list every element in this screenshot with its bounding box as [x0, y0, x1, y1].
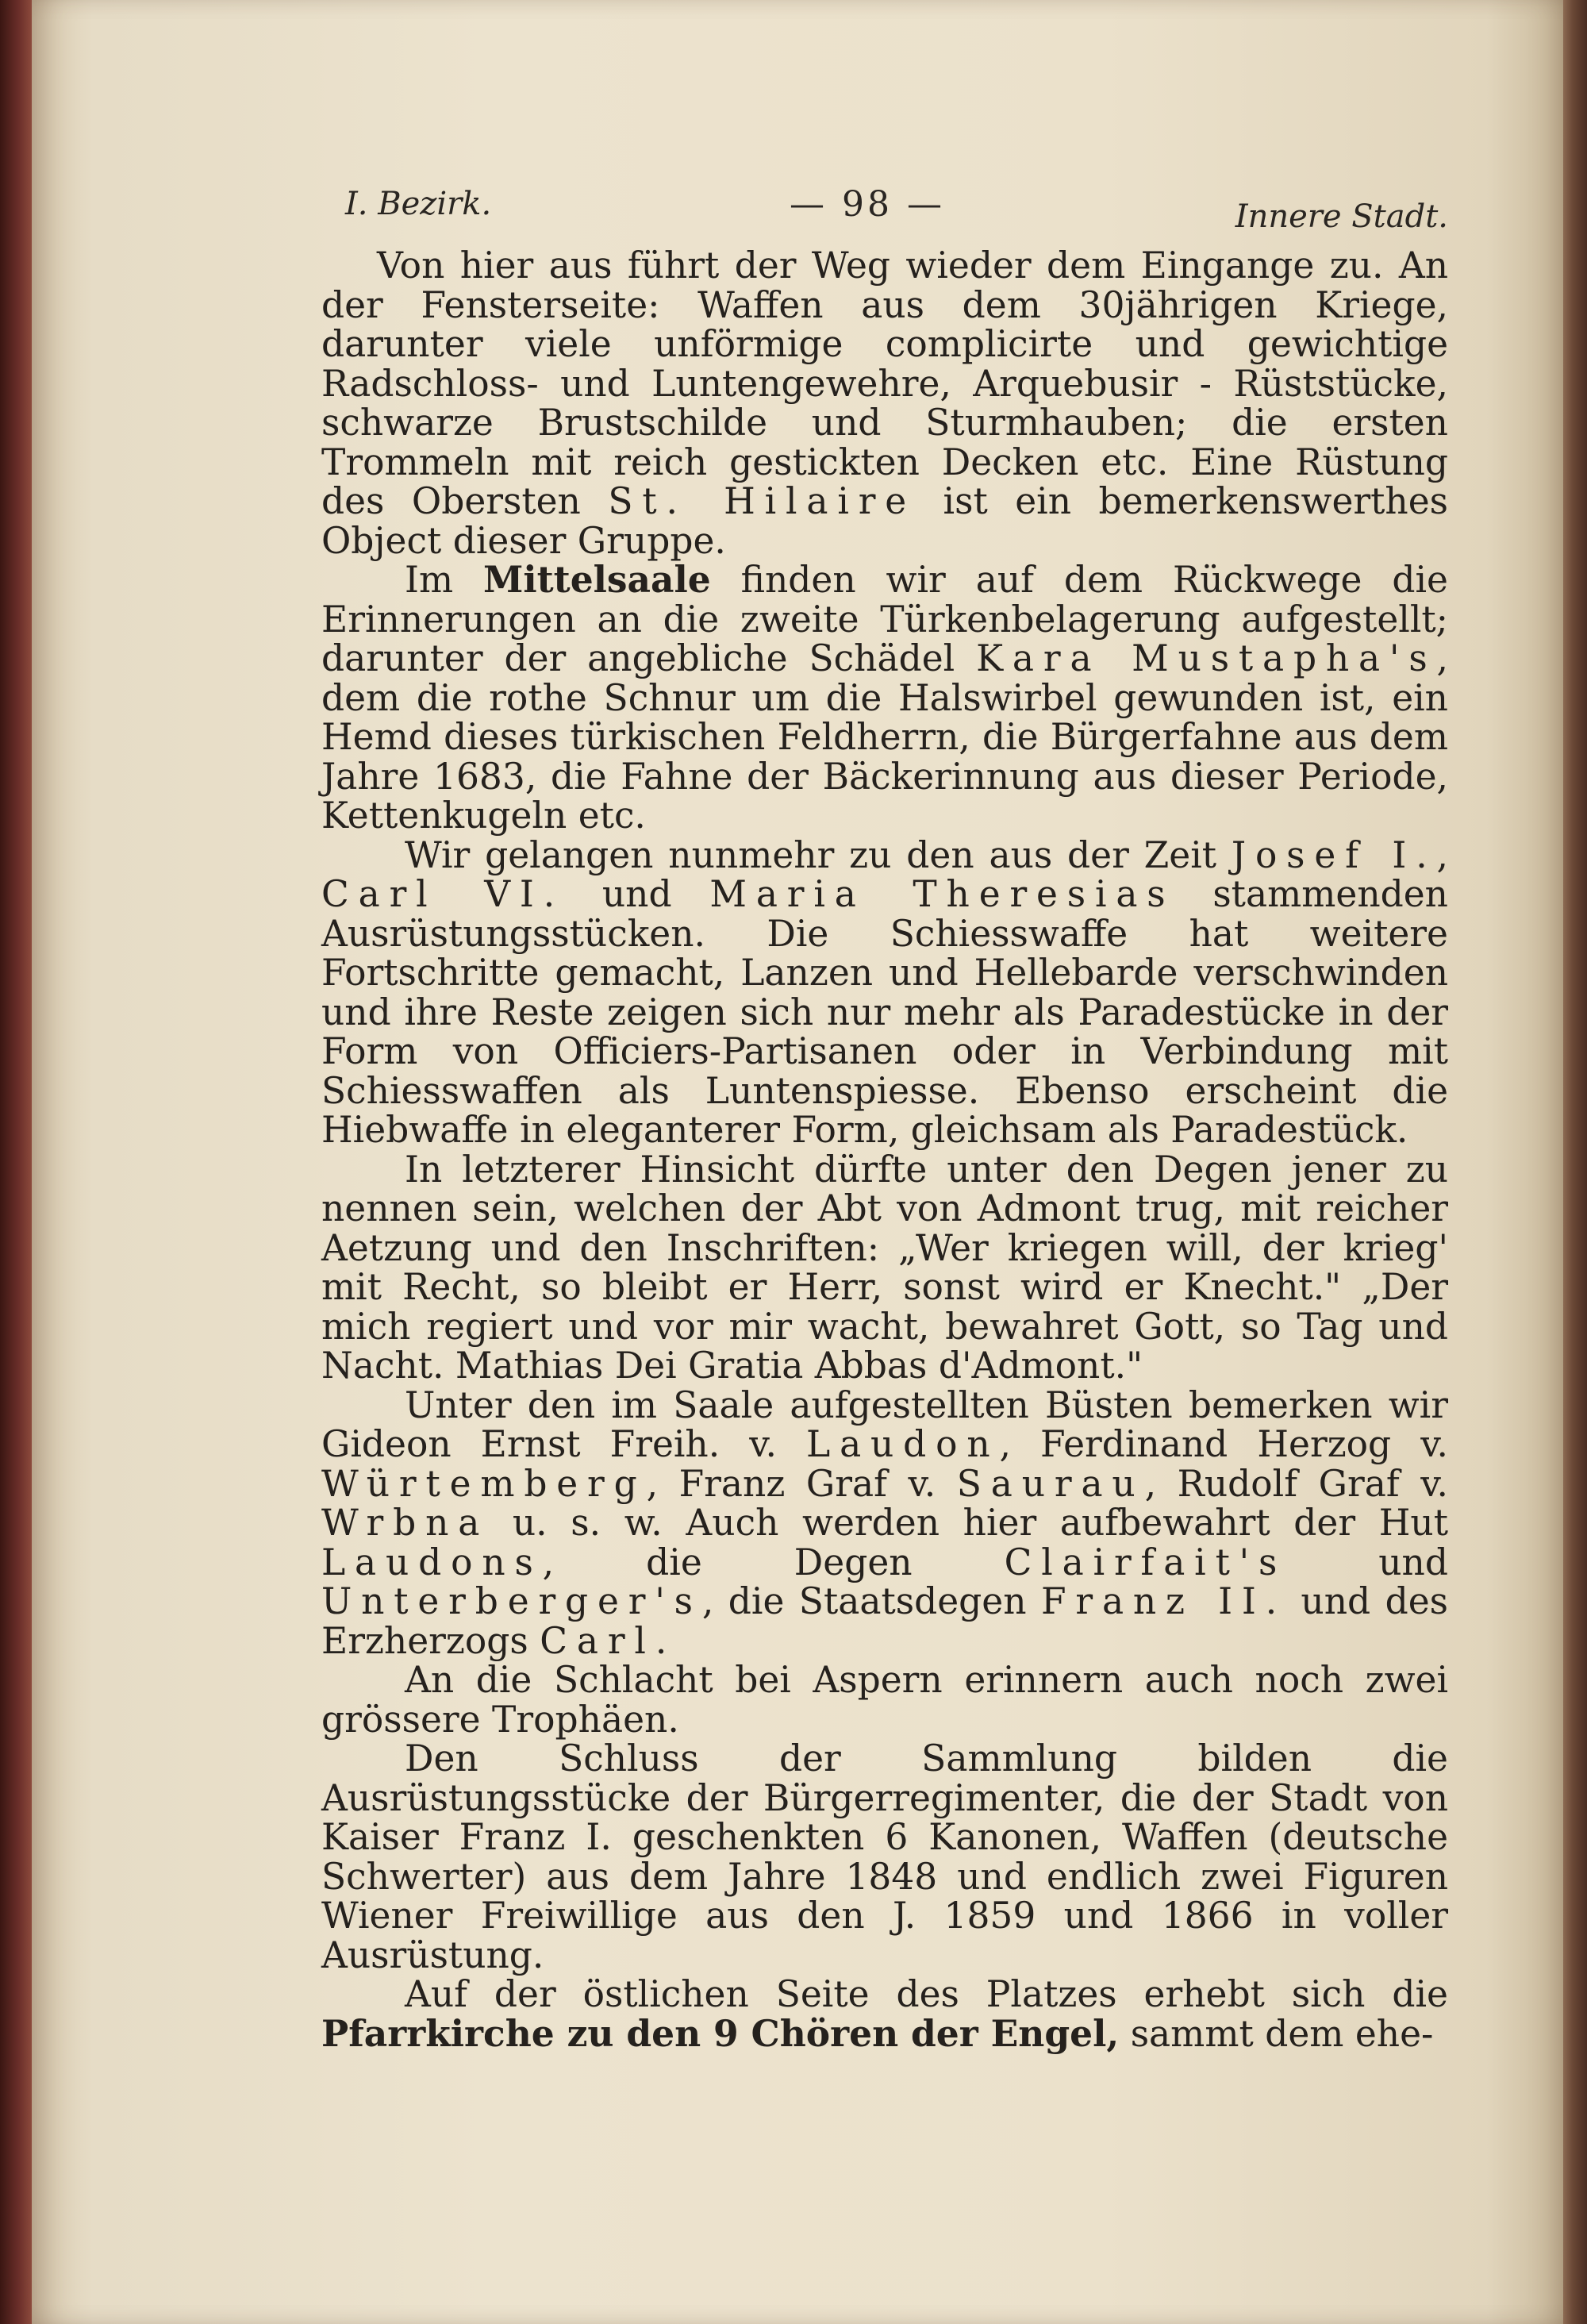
text-run: , Franz Graf v.	[646, 1462, 957, 1505]
text-run: finden wir auf dem Rückwege die Erinnerungen an die zweite Türkenbelagerung aufgestellt; darunter der angebliche Schädel	[321, 559, 1448, 679]
paragraph	[321, 833, 1448, 1151]
spaced-name: Franz II.	[1040, 1580, 1286, 1622]
text-run: Unter den im Saale aufgestellten Büsten bemerken wir Gideon Ernst Freih. v.	[321, 1383, 1448, 1465]
text-run: Den Schluss der Sammlung bilden die Ausrüstungsstücke der Bürgerregimenter, die der Stadt von Kaiser Franz I. geschenkten 6 Kanonen, Waffen (deutsche Schwerter) aus dem Jahre 1848 und endlich zwei Figuren Wiener Freiwillige aus den J. 1859 und 1866 in voller Ausrüstung.	[321, 1737, 1448, 1976]
text-run: , dem die rothe Schnur um die Halswirbel gewunden ist, ein Hemd dieses türkischen Feldherrn, die Bürgerfahne aus dem Jahre 1683, die Fahne der Bäckerinnung aus dieser Periode, Kettenkugeln etc.	[321, 637, 1448, 837]
spaced-name: Saurau	[956, 1462, 1145, 1505]
text-run: , Ferdinand Herzog v.	[999, 1423, 1448, 1465]
text-run: An die Schlacht bei Aspern erinnern auch noch zwei grössere Trophäen.	[321, 1659, 1448, 1741]
spaced-name: Maria Theresias	[709, 873, 1175, 915]
text-run: u. s. w. Auch werden hier aufbewahrt der Hut	[489, 1502, 1448, 1544]
bold-term: Pfarrkirche zu den 9 Chören der Engel,	[321, 2011, 1120, 2055]
text-run: Von hier aus führt der Weg wieder dem Eingange zu. An der Fensterseite: Waffen aus dem 30jährigen Kriege, darunter viele unförmige complicirte und gewichtige Radschloss- und Luntengewehre, Arquebusir - Rüststücke, schwarze Brustschilde und Sturmhauben; die ersten Trommeln mit reich gestickten Decken etc. Eine Rüstung des Obersten	[321, 244, 1448, 522]
paragraph	[321, 1150, 1448, 1386]
bold-term: Mittelsaale	[483, 558, 711, 601]
spaced-name: Clairfait's	[1004, 1541, 1287, 1583]
text-run: und	[564, 873, 710, 915]
spaced-name: Laudon	[806, 1423, 1000, 1465]
text-run: , die Staatsdegen	[701, 1580, 1041, 1622]
paragraph	[321, 1975, 1448, 2053]
text-run: ,	[1436, 833, 1448, 876]
page-number: — 98 —	[790, 184, 945, 225]
paragraph	[321, 1383, 1448, 1662]
text-run: .	[655, 1619, 667, 1662]
text-run: stammenden Ausrüstungsstücken. Die Schiesswaffe hat weitere Fortschritte gemacht, Lanzen und Hellebarde verschwinden und ihre Reste zeigen sich nur mehr als Paradestücke in der Form von Officiers-Partisanen oder in Verbindung mit Schiesswaffen als Luntenspiesse. Ebenso erscheint die Hiebwaffe in eleganterer Form, gleichsam als Paradestück.	[321, 873, 1448, 1151]
spaced-name: St. Hilaire	[608, 480, 916, 522]
paragraph	[321, 560, 1448, 836]
spaced-name: Carl VI.	[321, 873, 565, 915]
text-run: , die Degen	[542, 1541, 1005, 1583]
running-header	[321, 181, 1448, 237]
header-section: Innere Stadt.	[1235, 198, 1448, 235]
body-text	[321, 246, 1448, 2053]
text-run: und	[1286, 1541, 1448, 1583]
text-run: sammt dem ehe-	[1119, 2012, 1434, 2055]
spaced-name: Kara Mustapha's	[976, 637, 1437, 679]
spaced-name: Wrbna	[321, 1502, 490, 1544]
text-run: Im	[405, 559, 484, 601]
spaced-name: Laudons	[321, 1541, 543, 1583]
spaced-name: Würtemberg	[321, 1462, 647, 1505]
text-run: und des Erzherzogs	[321, 1580, 1448, 1662]
text-run: , Rudolf Graf v.	[1144, 1462, 1448, 1505]
spaced-name: Unterberger's	[321, 1580, 702, 1622]
paragraph	[321, 1739, 1448, 1975]
header-district: I. Bezirk.	[345, 186, 492, 222]
book-binding-left	[0, 0, 32, 2324]
book-binding-right	[1563, 0, 1587, 2324]
spaced-name: Carl	[540, 1619, 655, 1662]
text-run: Wir gelangen nunmehr zu den aus der Zeit	[405, 833, 1232, 876]
paragraph	[321, 1660, 1448, 1739]
text-run: ist ein bemerkenswerthes Object dieser Gruppe.	[321, 480, 1448, 562]
paragraph	[321, 246, 1448, 560]
spaced-name: Josef I.	[1231, 833, 1437, 876]
text-run: Auf der östlichen Seite des Platzes erhebt sich die	[405, 1973, 1448, 2015]
text-run: In letzterer Hinsicht dürfte unter den Degen jener zu nennen sein, welchen der Abt von Admont trug, mit reicher Aetzung und den Inschriften: „Wer kriegen will, der krieg' mit Recht, so bleibt er Herr, sonst wird er Knecht." „Der mich regiert und vor mir wacht, bewahret Gott, so Tag und Nacht. Mathias Dei Gratia Abbas d'Admont."	[321, 1148, 1448, 1387]
